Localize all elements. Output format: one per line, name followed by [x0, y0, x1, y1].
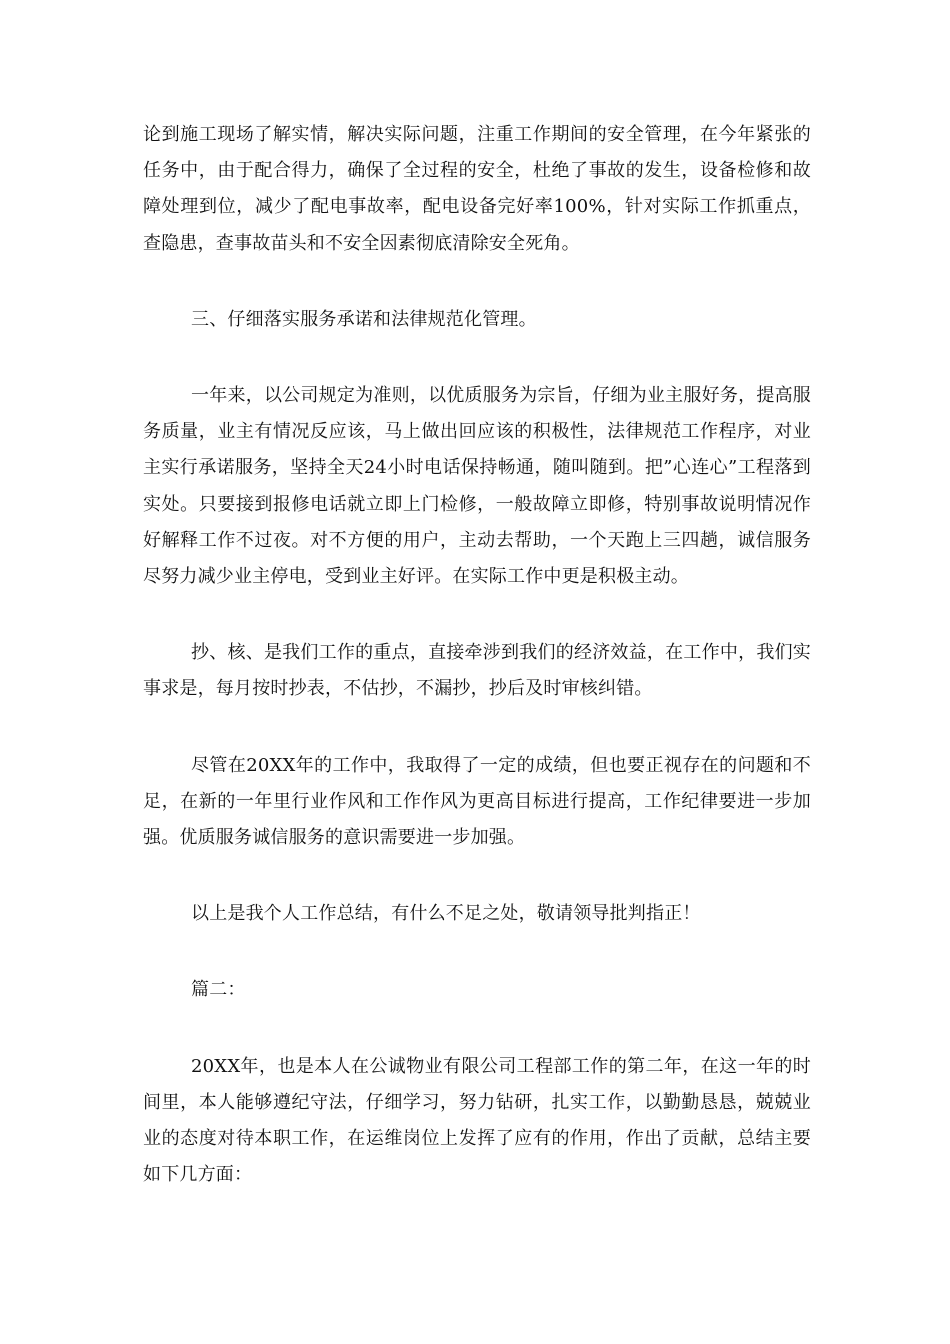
paragraph-closing: 以上是我个人工作总结，有什么不足之处，敬请领导批判指正！ — [191, 903, 701, 925]
document-body — [143, 117, 811, 1233]
paragraph-service-commitment: 一年来，以公司规定为准则，以优质服务为宗旨，仔细为业主服好务，提高服务质量，业主有情况反应该，马上做出回应该的积极性，法律规范工作程序，对业主实行承诺服务，坚持全天24小时电话保持畅通，随叫随到。把”心连心”工程落到实处。只要接到报修电话就立即上门检修，一般故障立即修，特别事故说明情况作好解释工作不过夜。对不方便的用户，主动去帮助，一个天跑上三四趟，诚信服务尽努力减少业主停电，受到业主好评。在实际工作中更是积极主动。 — [143, 385, 811, 588]
section-heading-part-two: 篇二： — [191, 979, 246, 1001]
section-heading-three: 三、仔细落实服务承诺和法律规范化管理。 — [191, 308, 537, 330]
paragraph-shortcomings: 尽管在20XX年的工作中，我取得了一定的成绩，但也要正视存在的问题和不足，在新的一年里行业作风和工作作风为更高目标进行提高，工作纪律要进一步加强。优质服务诚信服务的意识需要进一步加强。 — [143, 754, 811, 849]
paragraph-meter-reading: 抄、核、是我们工作的重点，直接牵涉到我们的经济效益，在工作中，我们实事求是，每月按时抄表，不估抄，不漏抄，抄后及时审核纠错。 — [143, 642, 811, 700]
paragraph-safety-management: 论到施工现场了解实情，解决实际问题，注重工作期间的安全管理，在今年紧张的任务中，由于配合得力，确保了全过程的安全，杜绝了事故的发生，设备检修和故障处理到位，减少了配电事故率，配电设备完好率100%，针对实际工作抓重点，查隐患，查事故苗头和不安全因素彻底清除安全死角。 — [143, 124, 811, 254]
paragraph-part-two-intro: 20XX年，也是本人在公诚物业有限公司工程部工作的第二年，在这一年的时间里，本人能够遵纪守法，仔细学习，努力钻研，扎实工作，以勤勤恳恳，兢兢业业的态度对待本职工作，在运维岗位上发挥了应有的作用，作出了贡献，总结主要如下几方面： — [143, 1055, 811, 1186]
